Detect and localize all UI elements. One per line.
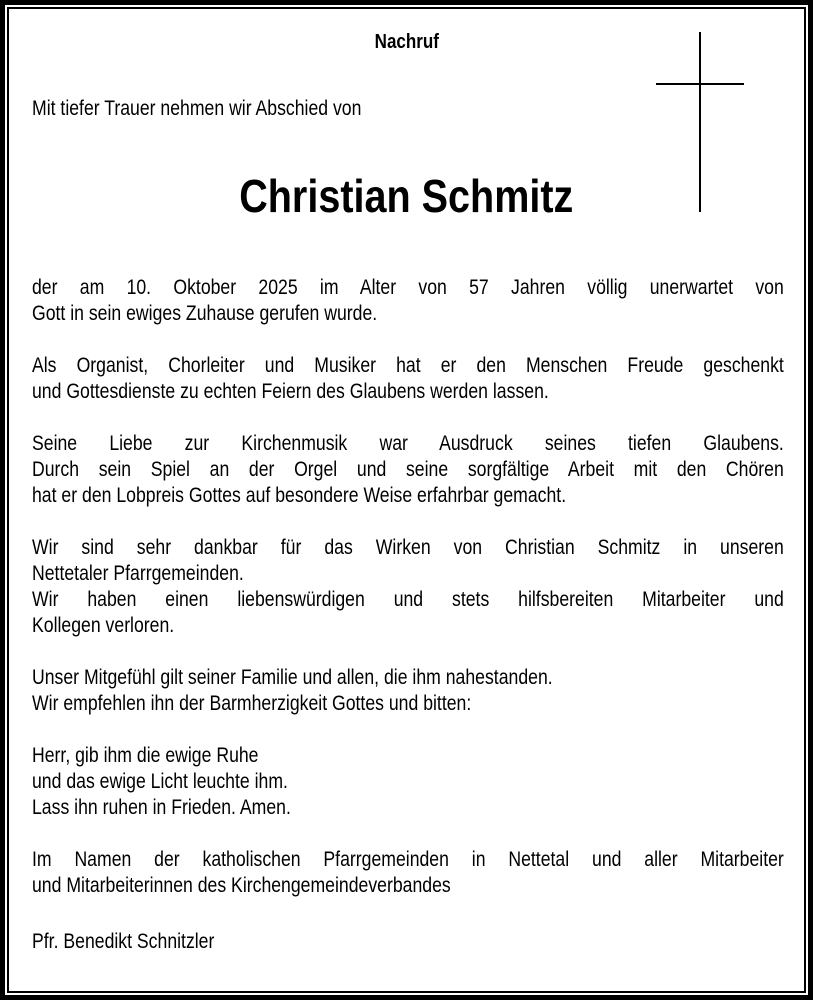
- body-line: [32, 431, 784, 457]
- body-line-text: Als Organist, Chorleiter und Musiker hat er den Menschen Freude geschenkt: [32, 354, 784, 377]
- body-line-text: Pfr. Benedikt Schnitzler: [32, 930, 215, 953]
- body-line-text: hat er den Lobpreis Gottes auf besondere Weise erfahrbar gemacht.: [32, 484, 567, 507]
- body-line-text: Lass ihn ruhen in Frieden. Amen.: [32, 796, 291, 819]
- signature-line: [32, 929, 784, 955]
- body-line-text: Unser Mitgefühl gilt seiner Familie und allen, die ihm nahestanden.: [32, 666, 553, 689]
- body-line: [32, 275, 784, 301]
- body-line: [32, 743, 784, 769]
- deceased-name-text: Christian Schmitz: [239, 170, 574, 222]
- body-line-text: Wir sind sehr dankbar für das Wirken von Christian Schmitz in unseren: [32, 536, 784, 559]
- body-line-text: und das ewige Licht leuchte ihm.: [32, 770, 288, 793]
- heading-text: Nachruf: [374, 31, 439, 53]
- body-line-text: Wir haben einen liebenswürdigen und stets hilfsbereiten Mitarbeiter und: [32, 588, 784, 611]
- body-line: [32, 769, 784, 795]
- body-line: [32, 353, 784, 379]
- intro-line: [32, 96, 784, 122]
- body-line: [32, 847, 784, 873]
- body-line: [32, 535, 784, 561]
- intro-text: Mit tiefer Trauer nehmen wir Abschied von: [32, 97, 362, 120]
- deceased-name: [0, 168, 813, 224]
- body-line: [32, 587, 784, 613]
- body-line: [32, 691, 784, 717]
- body-line-text: Wir empfehlen ihn der Barmherzigkeit Gottes und bitten:: [32, 692, 472, 715]
- body-line: [32, 457, 784, 483]
- body-line: [32, 561, 784, 587]
- body-line-text: und Mitarbeiterinnen des Kirchengemeindeverbandes: [32, 874, 451, 897]
- body-line: [32, 301, 784, 327]
- cross-horizontal-bar: [656, 83, 744, 85]
- body-line: [32, 379, 784, 405]
- body-line-text: und Gottesdienste zu echten Feiern des Glaubens werden lassen.: [32, 380, 549, 403]
- body-line: [32, 483, 784, 509]
- body-line: [32, 665, 784, 691]
- body-line-text: Gott in sein ewiges Zuhause gerufen wurde.: [32, 302, 378, 325]
- body-line: [32, 613, 784, 639]
- body-line-text: Seine Liebe zur Kirchenmusik war Ausdruck seines tiefen Glaubens.: [32, 432, 784, 455]
- body-line-text: Im Namen der katholischen Pfarrgemeinden in Nettetal und aller Mitarbeiter: [32, 848, 784, 871]
- body-line-text: Nettetaler Pfarrgemeinden.: [32, 562, 244, 585]
- body-line-text: Durch sein Spiel an der Orgel und seine sorgfältige Arbeit mit den Chören: [32, 458, 784, 481]
- body-line-text: Kollegen verloren.: [32, 614, 175, 637]
- heading: [0, 31, 813, 54]
- body-line-text: der am 10. Oktober 2025 im Alter von 57 Jahren völlig unerwartet von: [32, 276, 784, 299]
- body-line: [32, 795, 784, 821]
- body-line: [32, 873, 784, 899]
- body-line-text: Herr, gib ihm die ewige Ruhe: [32, 744, 259, 767]
